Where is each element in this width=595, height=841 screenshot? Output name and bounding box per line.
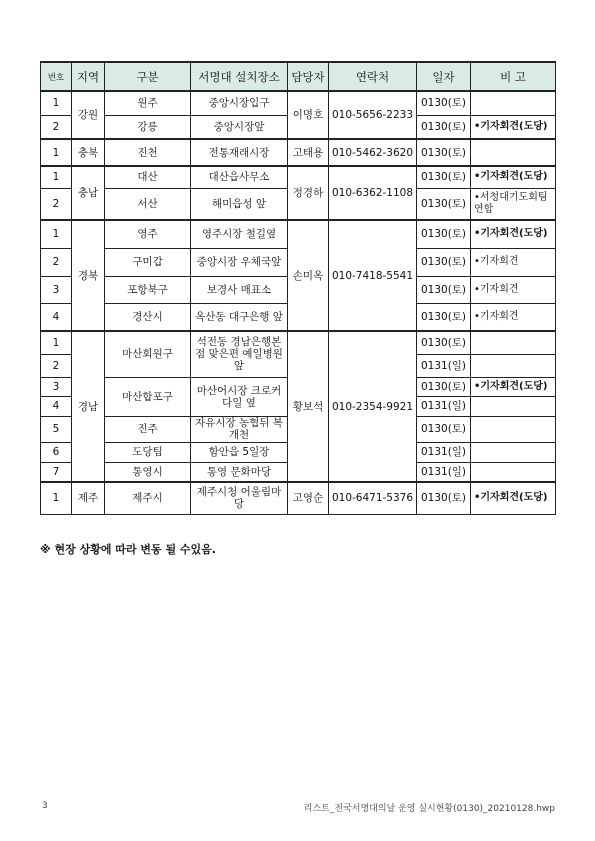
division-cell: 구미갑: [105, 248, 191, 276]
header-row: [41, 62, 556, 91]
row-no: 2: [41, 115, 72, 139]
date-cell: 0130(토): [417, 220, 471, 248]
region-cell: 경북: [72, 220, 105, 331]
division-cell: 강릉: [105, 115, 191, 139]
manager-cell: 고태용: [288, 139, 329, 166]
table-row: [41, 331, 556, 354]
contact-cell: 010-2354-9921: [329, 331, 417, 482]
row-no: 4: [41, 303, 72, 331]
location-cell: 통영 문화마당: [191, 462, 288, 482]
contact-cell: 010-5656-2233: [329, 91, 417, 139]
location-cell: 전통재래시장: [191, 139, 288, 166]
manager-cell: 고영순: [288, 482, 329, 514]
remark-cell: [471, 416, 556, 442]
region-cell: 충남: [72, 166, 105, 220]
row-no: 1: [41, 166, 72, 188]
remark-cell: •기자회견: [471, 303, 556, 331]
remark-cell: [471, 396, 556, 416]
division-cell: 마산회원구: [105, 331, 191, 377]
location-cell: 영주시장 철길옆: [191, 220, 288, 248]
location-cell: 석전동 경남은행본점 맞은편 예일병원 앞: [191, 331, 288, 377]
division-cell: 원주: [105, 91, 191, 115]
header-no: 번호: [41, 62, 72, 91]
remark-cell: •기자회견: [471, 276, 556, 303]
remark-cell: •기자회견: [471, 248, 556, 276]
row-no: 1: [41, 220, 72, 248]
date-cell: 0130(토): [417, 115, 471, 139]
date-cell: 0130(토): [417, 188, 471, 220]
location-cell: 자유시장 농협뒤 복개천: [191, 416, 288, 442]
region-cell: 충북: [72, 139, 105, 166]
region-cell: 강원: [72, 91, 105, 139]
date-cell: 0131(일): [417, 396, 471, 416]
row-no: 1: [41, 139, 72, 166]
row-no: 2: [41, 354, 72, 377]
header-division: 구분: [105, 62, 191, 91]
row-no: 4: [41, 396, 72, 416]
remark-cell: •기자회견(도당): [471, 220, 556, 248]
date-cell: 0131(일): [417, 442, 471, 462]
division-cell: 제주시: [105, 482, 191, 514]
remark-cell: [471, 354, 556, 377]
division-cell: 포항북구: [105, 276, 191, 303]
remark-cell: [471, 91, 556, 115]
contact-cell: 010-6471-5376: [329, 482, 417, 514]
date-cell: 0130(토): [417, 139, 471, 166]
location-cell: 함안읍 5일장: [191, 442, 288, 462]
manager-cell: 손미옥: [288, 220, 329, 331]
table-row: [41, 482, 556, 514]
table-row: [41, 91, 556, 115]
date-cell: 0130(토): [417, 166, 471, 188]
date-cell: 0130(토): [417, 276, 471, 303]
location-cell: 대산읍사무소: [191, 166, 288, 188]
header-date: 일자: [417, 62, 471, 91]
header-region: 지역: [72, 62, 105, 91]
manager-cell: 정경하: [288, 166, 329, 220]
table-row: [41, 166, 556, 188]
remark-cell: •기자회견(도당): [471, 377, 556, 396]
row-no: 1: [41, 91, 72, 115]
date-cell: 0130(토): [417, 248, 471, 276]
page-number: 3: [42, 801, 48, 811]
date-cell: 0131(일): [417, 354, 471, 377]
row-no: 7: [41, 462, 72, 482]
remark-cell: [471, 462, 556, 482]
location-cell: 보경사 매표소: [191, 276, 288, 303]
row-no: 6: [41, 442, 72, 462]
date-cell: 0131(일): [417, 462, 471, 482]
division-cell: 대산: [105, 166, 191, 188]
date-cell: 0130(토): [417, 416, 471, 442]
footer-filename: 리스트_전국서명대의날 운영 실시현황(0130)_20210128.hwp: [303, 804, 555, 814]
remark-cell: •서청대기도회팀 연합: [471, 188, 556, 220]
location-cell: 옥산동 대구은행 앞: [191, 303, 288, 331]
division-cell: 마산합포구: [105, 377, 191, 416]
table-row: [41, 220, 556, 248]
location-cell: 제주시청 어울림마당: [191, 482, 288, 514]
row-no: 2: [41, 248, 72, 276]
remark-cell: •기자회견(도당): [471, 115, 556, 139]
remark-cell: [471, 331, 556, 354]
region-cell: 제주: [72, 482, 105, 514]
row-no: 3: [41, 377, 72, 396]
division-cell: 경산시: [105, 303, 191, 331]
division-cell: 진주: [105, 416, 191, 442]
remark-cell: •기자회견(도당): [471, 482, 556, 514]
row-no: 2: [41, 188, 72, 220]
header-contact: 연락처: [329, 62, 417, 91]
division-cell: 통영시: [105, 462, 191, 482]
row-no: 1: [41, 482, 72, 514]
location-cell: 해미읍성 앞: [191, 188, 288, 220]
date-cell: 0130(토): [417, 331, 471, 354]
header-remarks: 비 고: [471, 62, 556, 91]
header-location: 서명대 설치장소: [191, 62, 288, 91]
division-cell: 영주: [105, 220, 191, 248]
remark-cell: [471, 139, 556, 166]
schedule-table: [40, 61, 556, 515]
remark-cell: [471, 442, 556, 462]
division-cell: 서산: [105, 188, 191, 220]
manager-cell: 황보석: [288, 331, 329, 482]
date-cell: 0130(토): [417, 482, 471, 514]
header-manager: 담당자: [288, 62, 329, 91]
contact-cell: 010-7418-5541: [329, 220, 417, 331]
contact-cell: 010-5462-3620: [329, 139, 417, 166]
location-cell: 마산어시장 크로커다일 옆: [191, 377, 288, 416]
date-cell: 0130(토): [417, 303, 471, 331]
row-no: 3: [41, 276, 72, 303]
location-cell: 중앙시장입구: [191, 91, 288, 115]
date-cell: 0130(토): [417, 91, 471, 115]
row-no: 1: [41, 331, 72, 354]
location-cell: 중앙시장 우체국앞: [191, 248, 288, 276]
manager-cell: 이명호: [288, 91, 329, 139]
date-cell: 0130(토): [417, 377, 471, 396]
division-cell: 진천: [105, 139, 191, 166]
division-cell: 도당팀: [105, 442, 191, 462]
region-cell: 경남: [72, 331, 105, 482]
table-row: [41, 139, 556, 166]
change-notice: ※ 현장 상황에 따라 변동 될 수있음.: [40, 543, 216, 556]
remark-cell: •기자회견(도당): [471, 166, 556, 188]
location-cell: 중앙시장앞: [191, 115, 288, 139]
row-no: 5: [41, 416, 72, 442]
contact-cell: 010-6362-1108: [329, 166, 417, 220]
